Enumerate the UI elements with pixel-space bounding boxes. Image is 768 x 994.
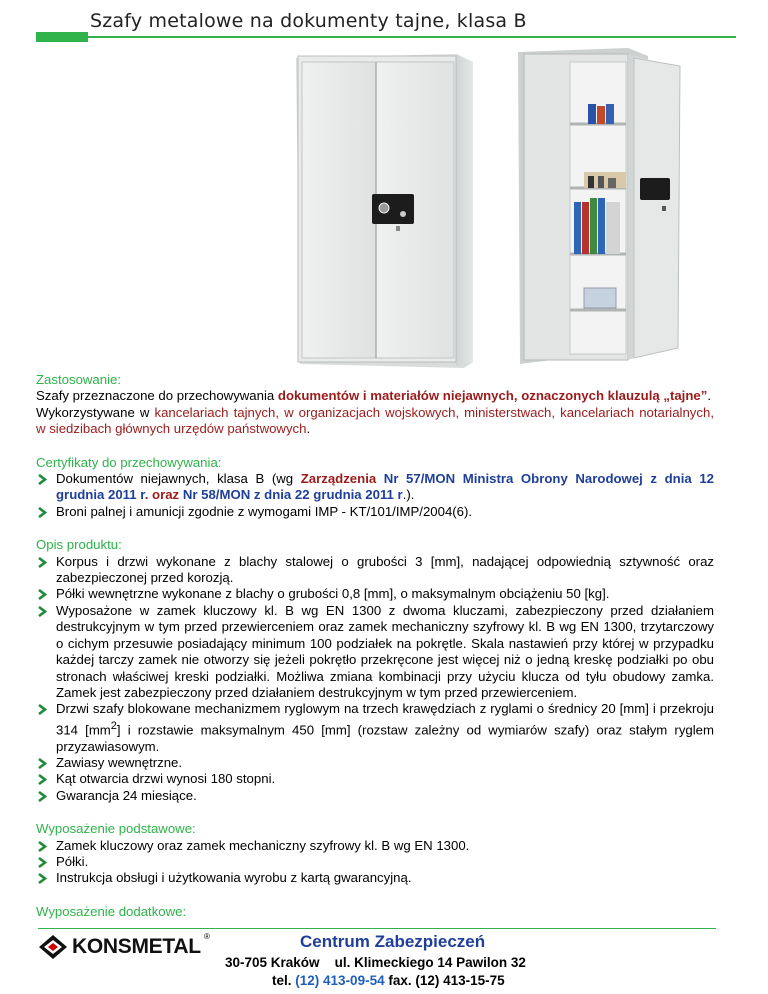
chevron-right-icon [37,873,48,884]
text-span: ] i rozstawie maksymalnym 450 [mm] (rozstaw zależny od wymiarów szafy) oraz stałym ryglem przyzawiasowym. [56,722,714,754]
contact-line [272,973,505,988]
heading-wyposazenie-podstawowe: Wyposażenie podstawowe: [36,821,196,837]
cabinet-photo [288,48,684,370]
zastosowanie-text-2 [36,405,714,438]
list-item [36,838,714,854]
chevron-right-icon [37,841,48,852]
chevron-right-icon [37,589,48,600]
konsmetal-logo [38,932,218,960]
heading-certyfikaty: Certyfikaty do przechowywania: [36,454,222,470]
text-span: .). [402,487,415,503]
opis-list [36,554,714,804]
open-cabinet [518,48,680,364]
logo-text: KONSMETAL [72,935,201,958]
text-span: Wyposażone w zamek kluczowy kl. B wg EN 1300 z dwoma kluczami, zabezpieczony przed działaniem destrukcyjnym w tym przed przewierceniem oraz zamek mechaniczny szyfrowy kl. B wg EN 1300, trzytarczowy o cichym przesuwie posiadający minimum 100 podziałek na pokrętle. Skala nastawień przy której w przypadku każdej tarczy zamek nie otworzy się jeżeli pokrętło przekręcone jest więcej niż o jedną kreskę podziałki po obu stronach właściwej kreski podziałki. Możliwa zmiana kombinacji przy użyciu klucza od tyłu obudowy zamka. Zamek jest zabezpieczony przed działaniem destrukcyjnym w tym przed przewierceniem. [56,602,714,700]
list-item [36,554,714,587]
certyfikaty-list [36,471,714,520]
highlight-red: kancelariach tajnych, w organizacjach wojskowych, ministerstwach, kancelariach notarialnych, w siedzibach głównych urzędów państwowych [36,404,714,437]
phone-number: (12) 413-09-54 [295,973,385,988]
title-accent-block [36,32,88,42]
company-name: Centrum Zabezpieczeń [300,932,486,951]
zastosowanie-text-1 [36,388,714,404]
registered-mark: ® [204,932,210,941]
chevron-right-icon [37,774,48,785]
list-item [36,603,714,701]
list-item [36,586,714,602]
title-bar [36,8,736,42]
address [225,955,526,970]
highlight-blue: Nr 57/MON Ministra Obrony Narodowej z dnia 12 grudnia 2011 r [56,471,714,503]
list-item [36,788,714,804]
chevron-right-icon [37,606,48,617]
heading-opis: Opis produktu: [36,537,122,553]
highlight-blue: Nr 58/MON z dnia 22 grudnia 2011 r [179,487,403,503]
text-span: Wykorzystywane w [36,404,155,420]
text-span: Korpus i drzwi wykonane z blachy stalowej o grubości 3 [mm], nadającej odpowiednią sztywność oraz zabezpieczonej przed korozją. [56,553,714,586]
highlight-red: . oraz [144,487,180,503]
text-span: Zamek kluczowy oraz zamek mechaniczny szyfrowy kl. B wg EN 1300. [56,837,470,853]
chevron-right-icon [37,507,48,518]
city: 30-705 Kraków [225,955,320,970]
chevron-right-icon [37,791,48,802]
list-item [36,471,714,504]
list-item [36,755,714,771]
tel-label: tel. [272,973,292,988]
text-span: . [707,388,711,404]
list-item [36,870,714,886]
chevron-right-icon [37,857,48,868]
chevron-right-icon [37,557,48,568]
list-item [36,771,714,787]
highlight-red: Zarządzenia [300,471,377,487]
text-span: Półki wewnętrzne wykonane z blachy o grubości 0,8 [mm], o maksymalnym obciążeniu 50 [kg]. [56,586,610,602]
text-span: Dokumentów niejawnych, klasa B (wg [56,471,301,487]
chevron-right-icon [37,758,48,769]
list-item [36,854,714,870]
highlight-red: dokumentów i materiałów niejawnych, oznaczonych klauzulą „tajne” [277,388,708,404]
wyposazenie-podstawowe-list [36,838,714,887]
footer-divider [38,928,716,929]
list-item [36,504,714,520]
content [36,372,714,920]
text-span: Kąt otwarcia drzwi wynosi 180 stopni. [56,771,276,787]
text-span: Drzwi szafy blokowane mechanizmem ryglowym na trzech krawędziach z ryglami o średnicy 20 [mm] i przekroju 314 [mm [56,701,714,738]
text-span: Gwarancja 24 miesiące. [56,787,197,803]
text-span: Broni palnej i amunicji zgodnie z wymogami IMP - KT/101/IMP/2004(6). [56,503,473,519]
fax-number: fax. (12) 413-15-75 [388,973,505,988]
title-underline [36,36,736,38]
heading-zastosowanie: Zastosowanie: [36,372,122,387]
text-span: . [306,421,311,437]
superscript: 2 [110,719,117,732]
page-title: Szafy metalowe na dokumenty tajne, klasa B [90,10,527,32]
konsmetal-logo-icon [38,934,68,960]
chevron-right-icon [37,474,48,485]
text-span: Instrukcja obsługi i użytkowania wyrobu z kartą gwarancyjną. [56,870,412,886]
street: ul. Klimeckiego 14 Pawilon 32 [334,955,526,970]
text-span: Szafy przeznaczone do przechowywania [36,388,278,404]
text-span: Półki. [56,853,89,869]
text-span: Zawiasy wewnętrzne. [56,754,183,770]
heading-wyposazenie-dodatkowe: Wyposażenie dodatkowe: [36,903,187,919]
chevron-right-icon [37,704,48,715]
list-item [36,701,714,755]
closed-cabinet [296,54,473,368]
